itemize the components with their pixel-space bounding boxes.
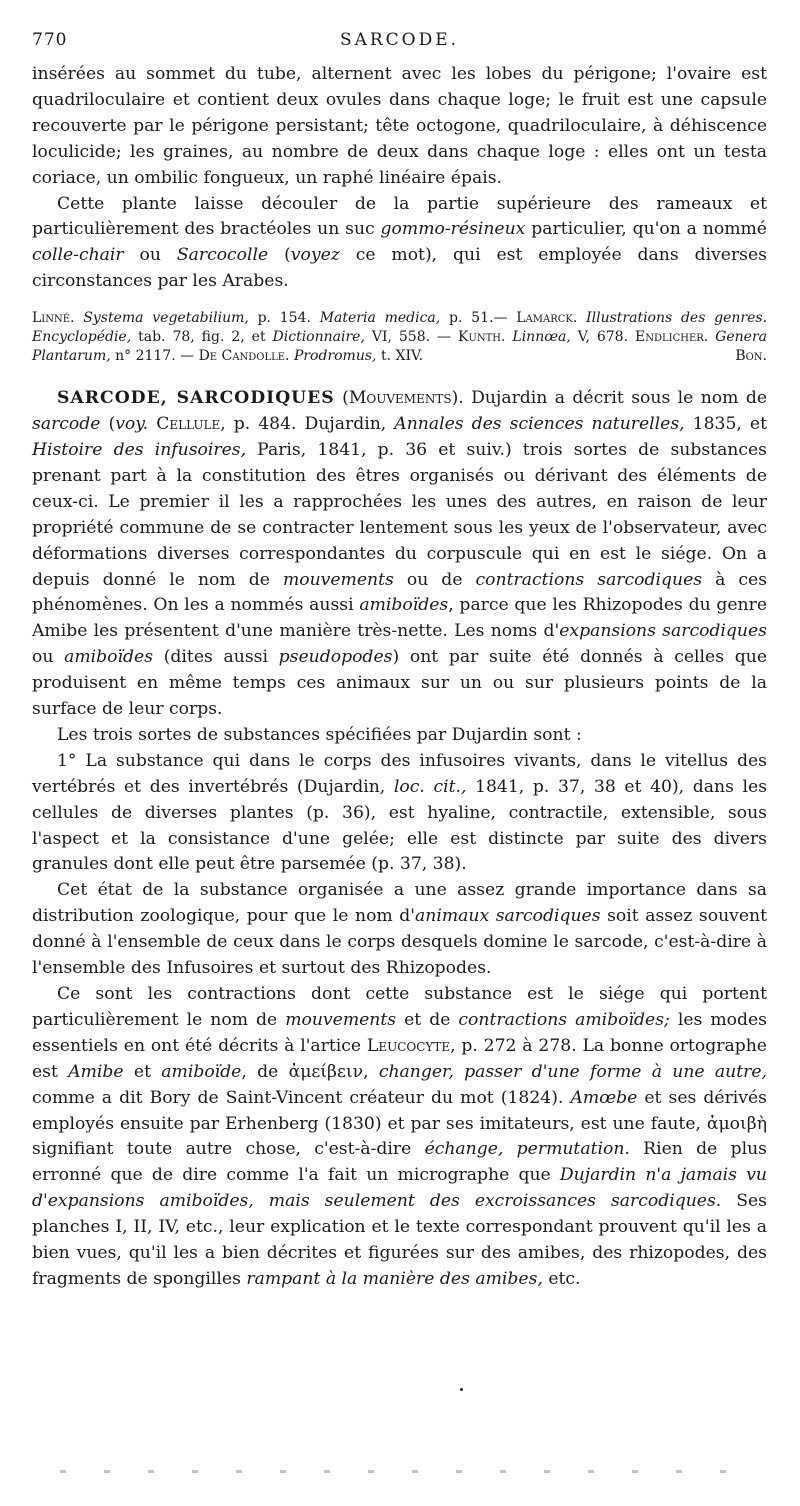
- page-header: [32, 30, 767, 56]
- entry-sarcode: SARCODE, SARCODIQUES (Mouvements). Dujardin a décrit sous le nom de sarcode (voy. Cellule, p. 484. Dujardin, Annales des sciences naturelles, 1835, et Histoire des infusoires, Paris, 1841, p. 36 et suiv.) trois sortes de substances prenant part à la constitution des êtres organisés ou dérivant des éléments de ceux-ci. Le premier il les a rapprochées les unes des autres, en raison de leur propriété commune de se contracter lentement sous les yeux de l'observateur, avec déformations diverses correspondantes du corpuscule qui en est le siége. On a depuis donné le nom de mouvements ou de contractions sarcodiques à ces phénomènes. On les a nommés aussi amiboïdes, parce que les Rhizopodes du genre Amibe les présentent d'une manière très-nette. Les noms d'expansions sarcodiques ou amiboïdes (dites aussi pseudopodes) ont par suite été donnés à celles que produisent en même temps ces animaux sur un ou sur plusieurs points de la surface de leur corps.: [32, 388, 768, 720]
- paragraph-plant-resin: Cette plante laisse découler de la partie supérieure des rameaux et particulièrement des bractéoles un suc gommo-résineux particulier, qu'on a nommé colle-chair ou Sarcocolle (voyez ce mot), qui est employée dans diverses circonstances par les Arabes.: [32, 193, 767, 292]
- bibliographic-references: Linné. Systema vegetabilium, p. 154. Materia medica, p. 51.— Lamarck. Illustrations des genres. Encyclopédie, tab. 78, fig. 2, et Dictionnaire, VI, 558. — Kunth. Linnœa, V, 678. Endlicher. Genera Plantarum, n° 2117. — De Candolle. Prodromus, t. XIV. Bon.: [32, 310, 768, 365]
- running-title: SARCODE.: [339, 30, 460, 50]
- paragraph-first-substance: 1° La substance qui dans le corps des infusoires vivants, dans le vitellus des vertébrés et des invertébrés (Dujardin, loc. cit., 1841, p. 37, 38 et 40), dans les cellules de diverses plantes (p. 36), est hyaline, contractile, extensible, sous l'aspect et la consistance d'une gelée; elle est distincte par suite des divers granules dont elle peut être parsemée (p. 37, 38).: [32, 750, 768, 875]
- page-number: 770: [32, 30, 68, 50]
- bottom-bleed-through: [60, 1470, 760, 1473]
- paragraph-three-substances: Les trois sortes de substances spécifiées par Dujardin sont :: [57, 724, 582, 745]
- entry-headword: SARCODE, SARCODIQUES: [57, 388, 335, 409]
- paragraph-amiboid-contractions: Ce sont les contractions dont cette substance est le siége qui portent particulièrement le nom de mouvements et de contractions amiboïdes; les modes essentiels en ont été décrits à l'artice Leucocyte, p. 272 à 278. La bonne ortographe est Amibe et amiboïde, de ἀμείβειν, changer, passer d'une forme à une autre, comme a dit Bory de Saint-Vincent créateur du mot (1824). Amœbe et ses dérivés employés ensuite par Erhenberg (1830) et par ses imitateurs, est une faute, ἀμοιβὴ signifiant toute autre chose, c'est-à-dire échange, permutation. Rien de plus erronné que de dire comme l'a fait un micrographe que Dujardin n'a jamais vu d'expansions amiboïdes, mais seulement des excroissances sarcodiques. Ses planches I, II, IV, etc., leur explication et le texte correspondant prouvent qu'il les a bien vues, qu'il les a bien décrites et figurées sur des amibes, des rhizopodes, des fragments de spongilles rampant à la manière des amibes, etc.: [32, 984, 767, 1289]
- document-page: [32, 30, 767, 1293]
- paragraph-zoological-distribution: Cet état de la substance organisée a une assez grande importance dans sa distribution zoologique, pour que le nom d'animaux sarcodiques soit assez souvent donné à l'ensemble de ceux dans le corps desquels domine le sarcode, c'est-à-dire à l'ensemble des Infusoires et surtout des Rhizopodes.: [32, 880, 768, 979]
- paragraph-plant-description: insérées au sommet du tube, alternent avec les lobes du périgone; l'ovaire est quadriloculaire et contient deux ovules dans chaque loge; le fruit est une capsule recouverte par le périgone persistant; tête octogone, quadriloculaire, à déhiscence loculicide; les graines, au nombre de deux dans chaque loge : elles ont un testa coriace, un ombilic fongueux, un raphé linéaire épais.: [32, 64, 767, 188]
- entry-subheading: Mouvements: [348, 388, 452, 409]
- author-signature: Bon.: [735, 348, 767, 365]
- ink-speck: [460, 1388, 463, 1391]
